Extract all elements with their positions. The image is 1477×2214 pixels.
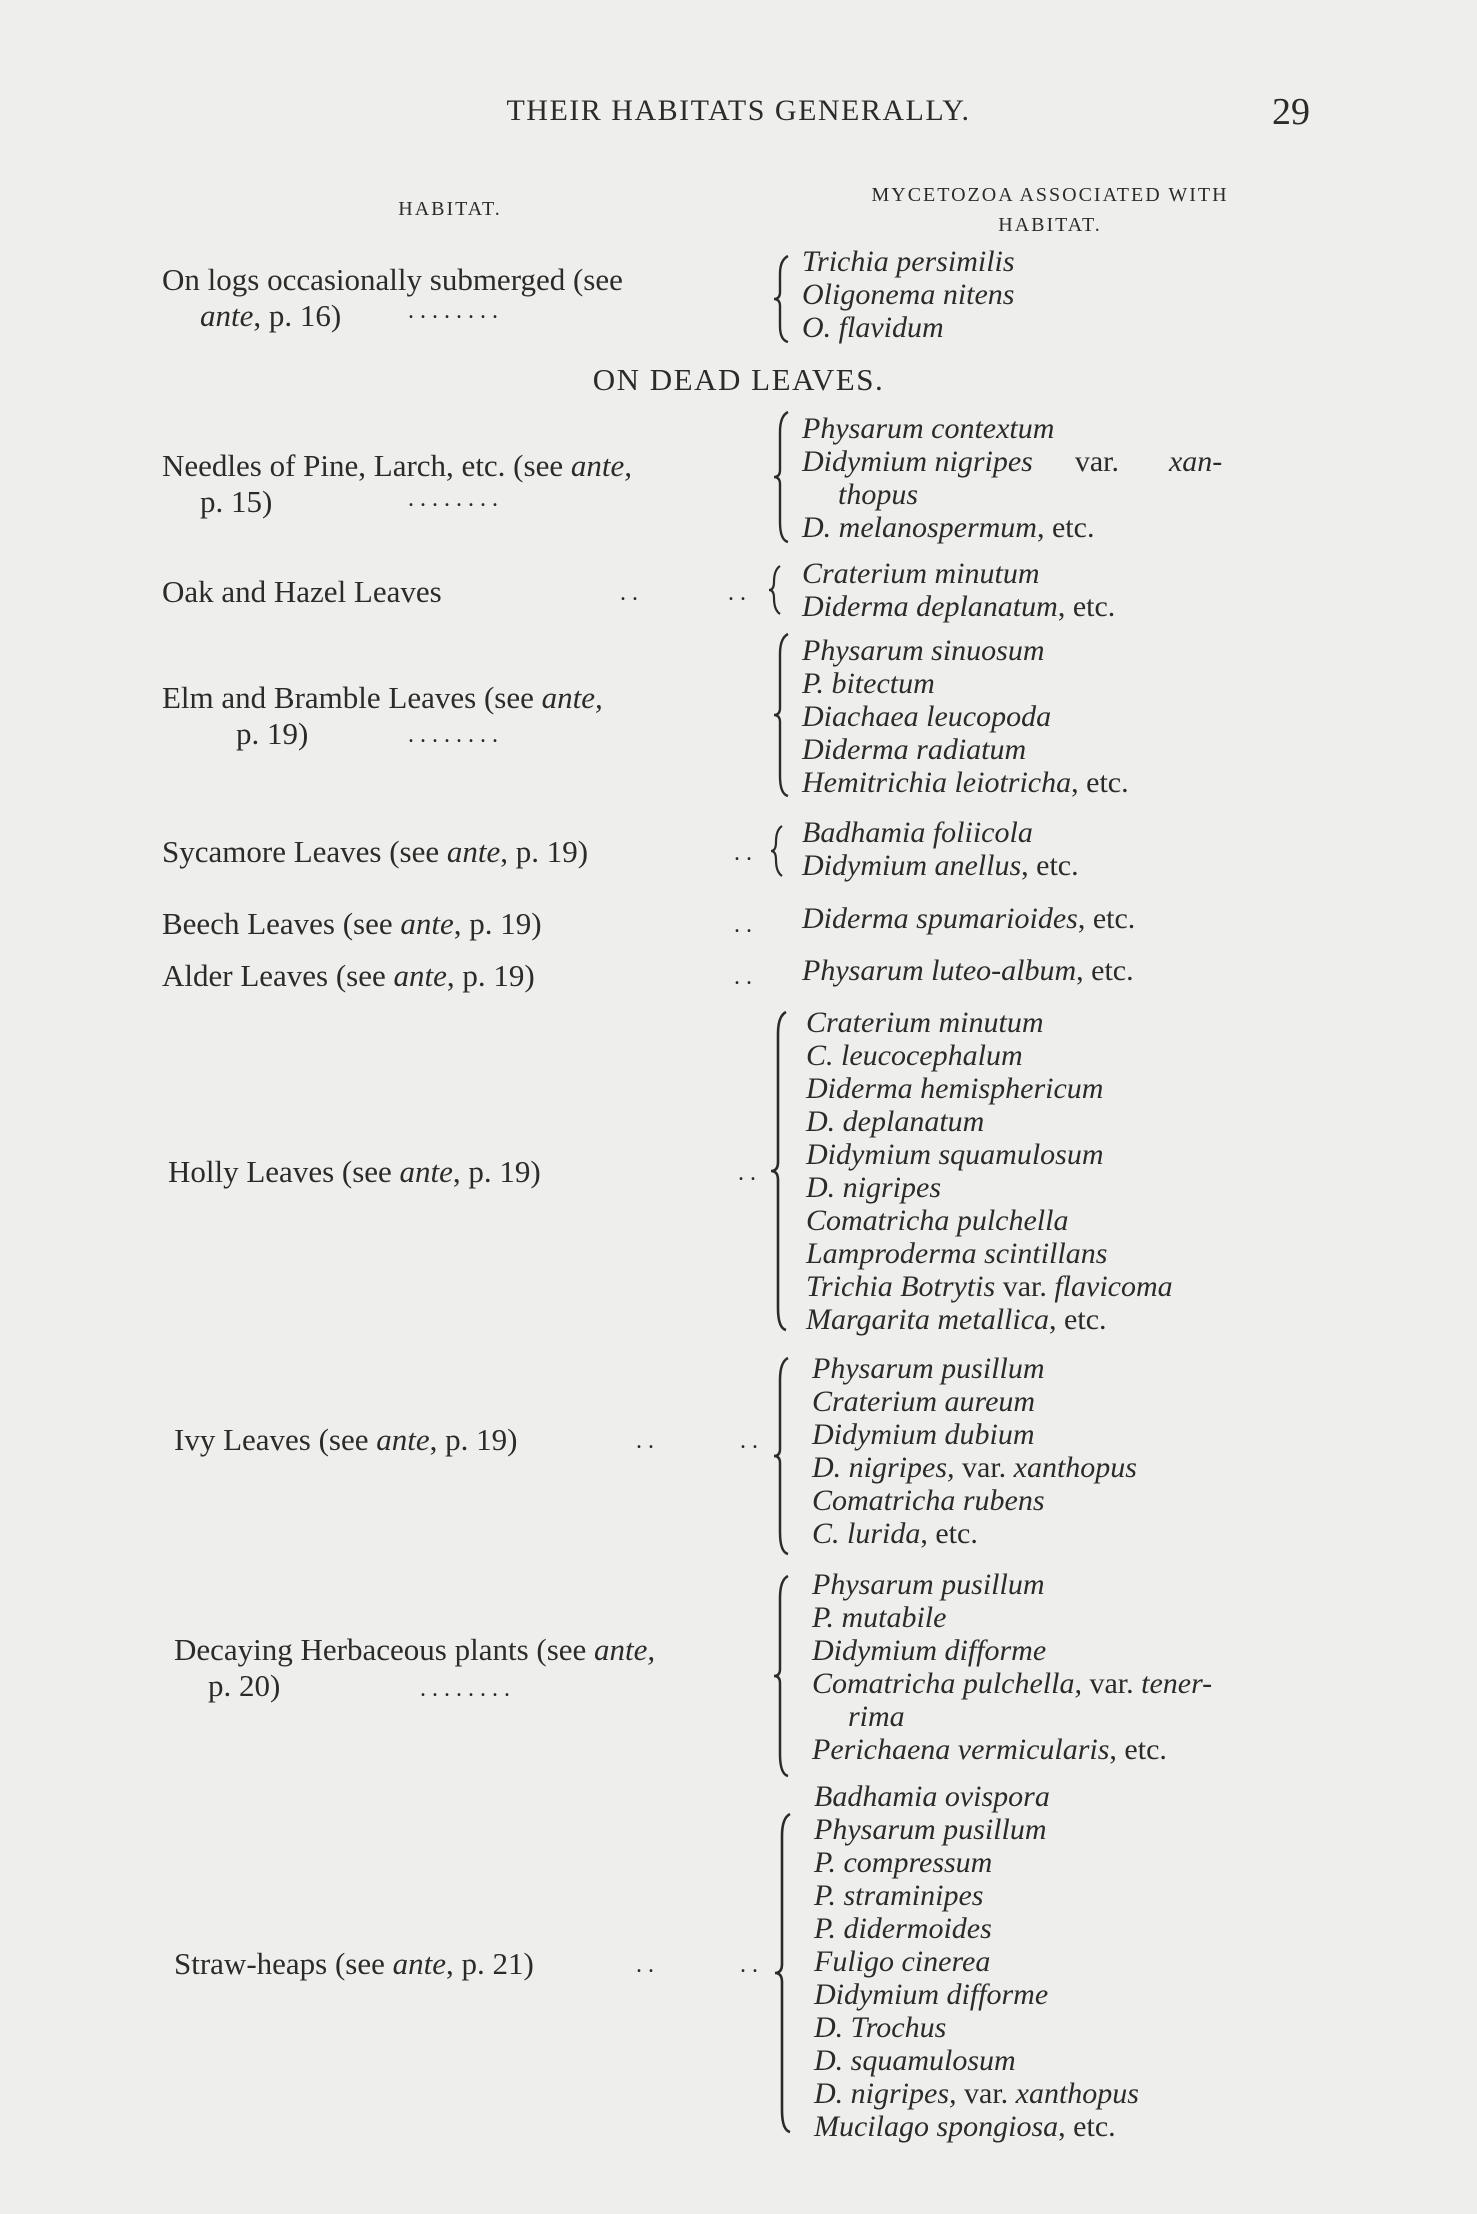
species-name: Badhamia foliicola — [802, 816, 1033, 849]
species-name: Physarum pusillum — [812, 1352, 1045, 1385]
bracket — [774, 254, 794, 344]
leader-dots: . . — [620, 580, 638, 606]
habitat-text: Alder Leaves (see — [162, 958, 394, 993]
habitat-alder — [162, 958, 535, 994]
page-ref: , p. 21) — [446, 1946, 534, 1981]
species-name: Comatricha pulchella — [806, 1204, 1069, 1237]
species-name: D. deplanatum — [806, 1105, 985, 1138]
habitat-text: On logs occasionally submerged (see — [162, 262, 623, 297]
species-name: xan- — [1168, 445, 1223, 478]
species-name: D. squamulosum — [814, 2044, 1016, 2077]
variety-label: var. — [964, 2077, 1009, 2110]
species-name: P. didermoides — [814, 1912, 992, 1945]
species-list-alder — [802, 954, 1134, 987]
species-name: Physarum sinuosum — [802, 634, 1045, 667]
species-name: Physarum luteo-album — [802, 954, 1077, 987]
species-name-continued: rima — [848, 1700, 905, 1733]
leader-dots: . . — [738, 1160, 756, 1186]
species-name: xanthopus — [1015, 2077, 1139, 2110]
variety-label: var. — [962, 1451, 1007, 1484]
ante-ref: ante — [200, 298, 254, 333]
ante-ref: ante, — [541, 680, 603, 715]
ante-ref: ante — [392, 1946, 447, 1981]
habitat-text: Sycamore Leaves (see — [162, 834, 447, 869]
ante-ref: ante — [400, 906, 454, 941]
species-name: Mucilago spongiosa — [814, 2110, 1059, 2143]
species-name: D. Trochus — [814, 2011, 947, 2044]
habitat-ivy — [174, 1422, 517, 1458]
leader-dots: . . — [636, 1952, 654, 1978]
etc-text: , etc. — [920, 1517, 978, 1550]
species-name: Didymium anellus — [802, 849, 1022, 882]
species-name-continued: thopus — [838, 478, 919, 511]
leader-dots: . . . . . . . . — [408, 298, 498, 324]
bracket — [768, 562, 784, 618]
species-name: Diderma hemisphericum — [806, 1072, 1104, 1105]
species-name: D. nigripes, — [812, 1451, 955, 1484]
species-name: Comatricha pulchella, — [812, 1667, 1082, 1700]
species-list-straw — [814, 1780, 1139, 2143]
leader-dots: . . . . . . . . — [408, 722, 498, 748]
leader-dots: . . — [734, 912, 752, 938]
running-head: THEIR HABITATS GENERALLY. — [506, 94, 971, 127]
species-name: xanthopus — [1013, 1451, 1137, 1484]
column-head-mycetozoa-line1: MYCETOZOA ASSOCIATED WITH — [871, 184, 1229, 206]
leader-dots: . . — [636, 1428, 654, 1454]
species-name: Badhamia ovispora — [814, 1780, 1050, 1813]
leader-dots: . . — [740, 1428, 758, 1454]
species-name: Diderma radiatum — [802, 733, 1027, 766]
habitat-holly — [168, 1154, 541, 1190]
species-name: O. flavidum — [802, 311, 944, 344]
leader-dots: . . — [728, 580, 746, 606]
ante-ref: ante — [446, 834, 501, 869]
leader-dots: . . . . . . . . — [408, 486, 498, 512]
page-ref: p. 19) — [236, 716, 309, 751]
species-list-sycamore — [802, 816, 1079, 882]
species-name: Hemitrichia leiotricha — [802, 766, 1072, 799]
species-name: Didymium difforme — [812, 1634, 1047, 1667]
species-name: Didymium difforme — [814, 1978, 1049, 2011]
page-ref: , p. 19) — [453, 906, 542, 941]
variety-label: var. — [1089, 1667, 1134, 1700]
species-name: Didymium nigripes — [802, 445, 1033, 478]
species-name: D. melanospermum — [802, 511, 1037, 544]
etc-text: , etc. — [1057, 590, 1116, 623]
ante-ref: ante — [393, 958, 447, 993]
bracket — [774, 632, 794, 798]
bracket — [770, 1010, 792, 1332]
etc-text: , etc. — [1076, 954, 1134, 987]
etc-text: , etc. — [1109, 1733, 1167, 1766]
etc-text: , etc. — [1071, 766, 1129, 799]
habitat-text: Straw-heaps (see — [174, 1946, 393, 1981]
species-list-oak — [802, 557, 1115, 623]
etc-text: , etc. — [1058, 2110, 1116, 2143]
species-name: Physarum pusillum — [812, 1568, 1045, 1601]
page-ref: , p. 19) — [429, 1422, 518, 1457]
species-name: Diderma deplanatum — [802, 590, 1058, 623]
species-name: P. compressum — [814, 1846, 993, 1879]
habitat-text: Ivy Leaves (see — [174, 1422, 377, 1457]
page-ref: , p. 16) — [253, 298, 342, 333]
variety-label: var. — [1002, 1270, 1047, 1303]
species-list-herbaceous — [812, 1568, 1212, 1766]
species-name: P. straminipes — [814, 1879, 984, 1912]
species-name: Diderma spumarioides — [802, 902, 1078, 935]
habitat-text: Elm and Bramble Leaves (see — [162, 680, 542, 715]
leader-dots: . . — [734, 840, 752, 866]
species-name: Trichia Botrytis — [806, 1270, 996, 1303]
bracket — [770, 822, 786, 880]
habitat-beech — [162, 906, 542, 942]
species-name: Craterium minutum — [802, 557, 1040, 590]
etc-text: , etc. — [1049, 1303, 1107, 1336]
ante-ref: ante — [376, 1422, 430, 1457]
species-name: Lamproderma scintillans — [806, 1237, 1108, 1270]
page-ref: p. 15) — [200, 484, 273, 519]
page-ref: p. 20) — [208, 1668, 281, 1703]
etc-text: , etc. — [1021, 849, 1079, 882]
column-head-mycetozoa — [790, 180, 1310, 240]
species-name: Oligonema nitens — [802, 278, 1015, 311]
species-name: Trichia persimilis — [802, 245, 1015, 278]
species-list-logs — [802, 245, 1015, 344]
species-name: Comatricha rubens — [812, 1484, 1045, 1517]
etc-text: , etc. — [1077, 902, 1136, 935]
species-name: Craterium minutum — [806, 1006, 1044, 1039]
species-name: Craterium aureum — [812, 1385, 1036, 1418]
page-number: 29 — [1272, 91, 1310, 133]
bracket — [774, 1574, 794, 1778]
habitat-text: Holly Leaves (see — [168, 1154, 400, 1189]
page-ref: , p. 19) — [446, 958, 535, 993]
species-name: D. nigripes, — [814, 2077, 957, 2110]
column-head-habitat: HABITAT. — [398, 198, 502, 220]
bracket — [774, 1812, 796, 2134]
leader-dots: . . — [740, 1952, 758, 1978]
column-head-mycetozoa-line2: HABITAT. — [998, 214, 1102, 236]
species-list-pine — [802, 412, 1222, 544]
species-name: Didymium squamulosum — [806, 1138, 1104, 1171]
habitat-text: Beech Leaves (see — [162, 906, 401, 941]
habitat-oak-hazel — [162, 574, 442, 610]
species-list-beech — [802, 902, 1135, 935]
habitat-text: Decaying Herbaceous plants (see — [174, 1632, 595, 1667]
species-name: C. leucocephalum — [806, 1039, 1023, 1072]
species-name: C. lurida — [812, 1517, 921, 1550]
bracket — [774, 1356, 794, 1556]
habitat-text: Needles of Pine, Larch, etc. (see — [162, 448, 571, 483]
species-name: Perichaena vermicularis — [812, 1733, 1110, 1766]
species-name: flavicoma — [1054, 1270, 1173, 1303]
ante-ref: ante, — [594, 1632, 656, 1667]
leader-dots: . . . . . . . . — [420, 1676, 510, 1702]
ante-ref: ante, — [570, 448, 632, 483]
habitat-sycamore — [162, 834, 588, 870]
ante-ref: ante — [399, 1154, 453, 1189]
species-name: P. bitectum — [802, 667, 935, 700]
species-list-ivy — [812, 1352, 1137, 1550]
species-name: Didymium dubium — [812, 1418, 1035, 1451]
species-name: Fuligo cinerea — [814, 1945, 991, 1978]
species-name: Physarum contextum — [802, 412, 1055, 445]
habitat-text: Oak and Hazel Leaves — [162, 574, 442, 609]
species-name: P. mutabile — [812, 1601, 947, 1634]
species-name: D. nigripes — [806, 1171, 941, 1204]
bracket — [774, 410, 794, 544]
species-name: Margarita metallica — [806, 1303, 1050, 1336]
section-title: ON DEAD LEAVES. — [592, 362, 885, 397]
species-list-elm — [802, 634, 1129, 799]
species-list-holly — [806, 1006, 1173, 1336]
etc-text: , etc. — [1036, 511, 1095, 544]
species-name: Physarum pusillum — [814, 1813, 1047, 1846]
species-name: tener- — [1141, 1667, 1213, 1700]
variety-label: var. — [1074, 445, 1119, 478]
leader-dots: . . — [734, 964, 752, 990]
species-name: Diachaea leucopoda — [802, 700, 1052, 733]
page-ref: , p. 19) — [452, 1154, 541, 1189]
habitat-straw-heaps — [174, 1946, 534, 1982]
page-ref: , p. 19) — [500, 834, 589, 869]
